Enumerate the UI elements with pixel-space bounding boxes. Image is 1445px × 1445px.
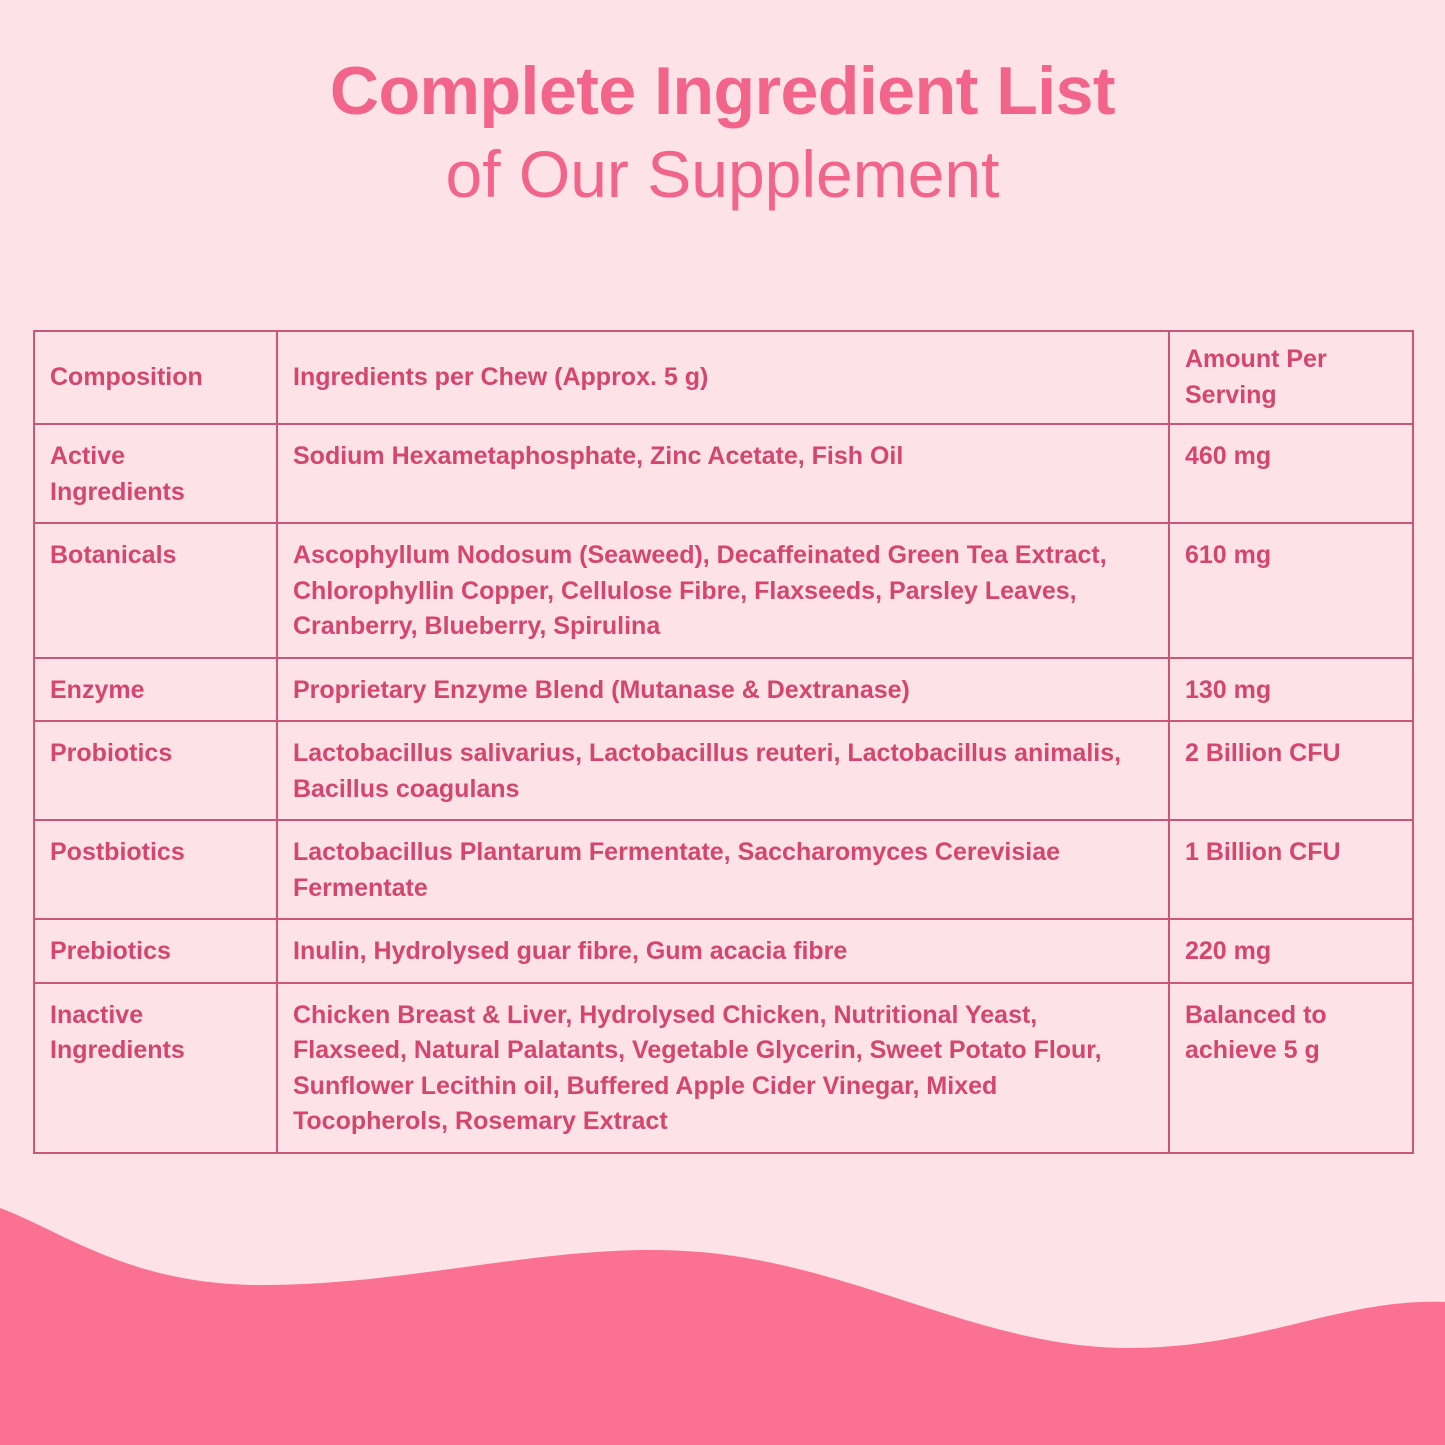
- table-row: [34, 919, 1413, 983]
- ingredient-table: [33, 330, 1414, 1154]
- composition-cell: Postbiotics: [34, 820, 277, 919]
- ingredients-cell: Sodium Hexametaphosphate, Zinc Acetate, Fish Oil: [277, 424, 1169, 523]
- ingredients-cell: Lactobacillus salivarius, Lactobacillus reuteri, Lactobacillus animalis, Bacillus coagulans: [277, 721, 1169, 820]
- composition-cell: Probiotics: [34, 721, 277, 820]
- composition-cell: Inactive Ingredients: [34, 983, 277, 1153]
- header-amount: Amount Per Serving: [1169, 331, 1413, 424]
- decorative-wave: [0, 1190, 1445, 1445]
- amount-cell: 130 mg: [1169, 658, 1413, 722]
- composition-cell: Enzyme: [34, 658, 277, 722]
- table-row: [34, 424, 1413, 523]
- amount-cell: 2 Billion CFU: [1169, 721, 1413, 820]
- page-subtitle: of Our Supplement: [445, 137, 1000, 211]
- table-row: [34, 820, 1413, 919]
- table-row: [34, 523, 1413, 658]
- amount-cell: 1 Billion CFU: [1169, 820, 1413, 919]
- header-ingredients: Ingredients per Chew (Approx. 5 g): [277, 331, 1169, 424]
- composition-cell: Active Ingredients: [34, 424, 277, 523]
- composition-cell: Botanicals: [34, 523, 277, 658]
- ingredients-cell: Inulin, Hydrolysed guar fibre, Gum acacia fibre: [277, 919, 1169, 983]
- table-row: [34, 721, 1413, 820]
- ingredients-cell: Ascophyllum Nodosum (Seaweed), Decaffeinated Green Tea Extract, Chlorophyllin Copper, Cellulose Fibre, Flaxseeds, Parsley Leaves, Cranberry, Blueberry, Spirulina: [277, 523, 1169, 658]
- table-row: [34, 983, 1413, 1153]
- table-header-row: [34, 331, 1413, 424]
- ingredients-cell: Lactobacillus Plantarum Fermentate, Saccharomyces Cerevisiae Fermentate: [277, 820, 1169, 919]
- ingredients-cell: Chicken Breast & Liver, Hydrolysed Chicken, Nutritional Yeast, Flaxseed, Natural Palatants, Vegetable Glycerin, Sweet Potato Flour, Sunflower Lecithin oil, Buffered Apple Cider Vinegar, Mixed Tocopherols, Rosemary Extract: [277, 983, 1169, 1153]
- amount-cell: 460 mg: [1169, 424, 1413, 523]
- amount-cell: 220 mg: [1169, 919, 1413, 983]
- header-composition: Composition: [34, 331, 277, 424]
- table-row: [34, 658, 1413, 722]
- amount-cell: Balanced to achieve 5 g: [1169, 983, 1413, 1153]
- composition-cell: Prebiotics: [34, 919, 277, 983]
- page-title: Complete Ingredient List: [329, 53, 1116, 129]
- amount-cell: 610 mg: [1169, 523, 1413, 658]
- ingredients-cell: Proprietary Enzyme Blend (Mutanase & Dextranase): [277, 658, 1169, 722]
